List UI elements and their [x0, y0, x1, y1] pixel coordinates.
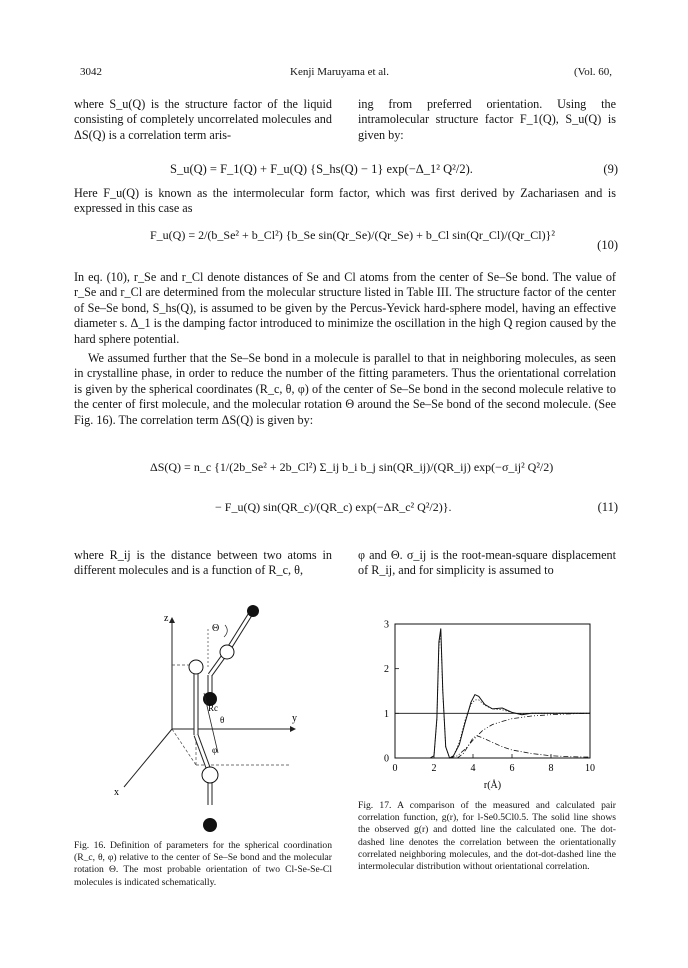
series-line-dot-dash: [457, 736, 590, 758]
series-line-dotted: [395, 633, 590, 758]
page-number: 3042: [80, 66, 102, 78]
z-axis-label: z: [164, 613, 169, 624]
cl-atom-lower: [203, 818, 217, 832]
paragraph-right-1: ing from preferred orientation. Using the intramolecular structure factor F_1(Q), S_u(Q) is given by:: [358, 97, 616, 142]
series-line-solid: [395, 629, 590, 759]
figure-17-chart: [355, 612, 615, 797]
equation-11-number: (11): [597, 500, 618, 514]
x-tick-label: 6: [509, 763, 515, 774]
y-axis-label: y: [292, 713, 297, 724]
plot-frame: [395, 624, 590, 758]
cl-atom-upper-1: [247, 605, 259, 617]
x-tick-label: 0: [392, 763, 398, 774]
label-theta-rotation: Θ: [212, 623, 220, 634]
figure-16-caption: Fig. 16. Definition of parameters for the spherical coordination (R_c, θ, φ) relative to the center of Se–Se bond and the molecular rotation Θ. The most probable orientation of two Cl-Se-Se-Cl molecules is indicated schematically.: [74, 840, 332, 888]
y-tick-label: 3: [384, 619, 389, 631]
paragraph-right-5: φ and Θ. σ_ij is the root-mean-square displacement of R_ij, and for simplicity is assumed to: [358, 548, 616, 578]
x-axis-label: x: [114, 787, 119, 798]
se-atom-lower-1: [189, 660, 203, 674]
x-tick-label: 8: [548, 763, 554, 774]
equation-10-number: (10): [597, 238, 618, 252]
label-theta: θ: [220, 715, 225, 725]
series-line-dot-dot-dash: [450, 713, 590, 758]
y-tick-label: 1: [384, 708, 389, 720]
y-tick-label: 2: [384, 664, 389, 676]
se-atom-upper-1: [220, 645, 234, 659]
figure-16-diagram: [100, 605, 315, 840]
paragraph-3: In eq. (10), r_Se and r_Cl denote distances of Se and Cl atoms from the center of Se–Se bond. The value of r_Se and r_Cl are determined from the molecular structure listed in Table III. The structure factor of the center of Se–Se bond, S_hs(Q), is assumed to be given by the Percus-Yevick hard-sphere model, having an effective diameter s. Δ_1 is the damping factor introduced to minimize the oscillation in the high Q region caused by the hard sphere potential.: [74, 270, 616, 346]
y-tick-label: 0: [384, 753, 389, 765]
figure-17-caption: Fig. 17. A comparison of the measured and calculated pair correlation function, g(r), for l-Se0.5Cl0.5. The solid line shows the observed g(r) and dotted line the calculated one. The dot-dashed line denotes the correlation between the orientationally correlated neighboring molecules, and the dot-dot-dashed line the intermolecular distribution without orientational correlation.: [358, 800, 616, 873]
paragraph-left-5: where R_ij is the distance between two atoms in different molecules and is a function of R_c, θ,: [74, 548, 332, 578]
x-tick-label: 10: [585, 763, 595, 774]
se-atom-lower-2: [202, 767, 218, 783]
paragraph-2: Here F_u(Q) is known as the intermolecular form factor, which was first derived by Zachariasen and is expressed in this case as: [74, 186, 616, 216]
paragraph-left-1: where S_u(Q) is the structure factor of the liquid consisting of completely uncorrelated molecules and ΔS(Q) is a correlation term aris-: [74, 97, 332, 142]
x-tick-label: 4: [470, 763, 476, 774]
volume-label: (Vol. 60,: [574, 66, 612, 78]
equation-11-line-1: ΔS(Q) = n_c {1/(2b_Se² + 2b_Cl²) Σ_ij b_i b_j sin(QR_ij)/(QR_ij) exp(−σ_ij² Q²/2): [150, 460, 554, 474]
equation-9-number: (9): [603, 162, 618, 176]
equation-10: F_u(Q) = 2/(b_Se² + b_Cl²) {b_Se sin(Qr_Se)/(Qr_Se) + b_Cl sin(Qr_Cl)/(Qr_Cl)}²: [150, 228, 555, 242]
label-rc: Rc: [208, 703, 218, 713]
equation-11-line-2: − F_u(Q) sin(QR_c)/(QR_c) exp(−ΔR_c² Q²/2)}.: [215, 500, 452, 514]
equation-9: S_u(Q) = F_1(Q) + F_u(Q) {S_hs(Q) − 1} exp(−Δ_1² Q²/2).: [170, 162, 473, 176]
label-phi: φ: [212, 745, 218, 755]
running-head-authors: Kenji Maruyama et al.: [290, 66, 389, 78]
paragraph-4: We assumed further that the Se–Se bond in a molecule is parallel to that in neighboring molecules, as seen in crystalline phase, in order to reduce the number of the fitting parameters. Thus the orientational correlation is given by the spherical coordinates (R_c, θ, φ) of the center of Se–Se bond in the second molecule relative to the center of first molecule, and the molecular rotation Θ around the Se–Se bond of the second molecule. (See Fig. 16). The correlation term ΔS(Q) is given by:: [74, 351, 616, 427]
x-tick-label: 2: [431, 763, 437, 774]
x-axis-label: r(Å): [483, 780, 502, 791]
